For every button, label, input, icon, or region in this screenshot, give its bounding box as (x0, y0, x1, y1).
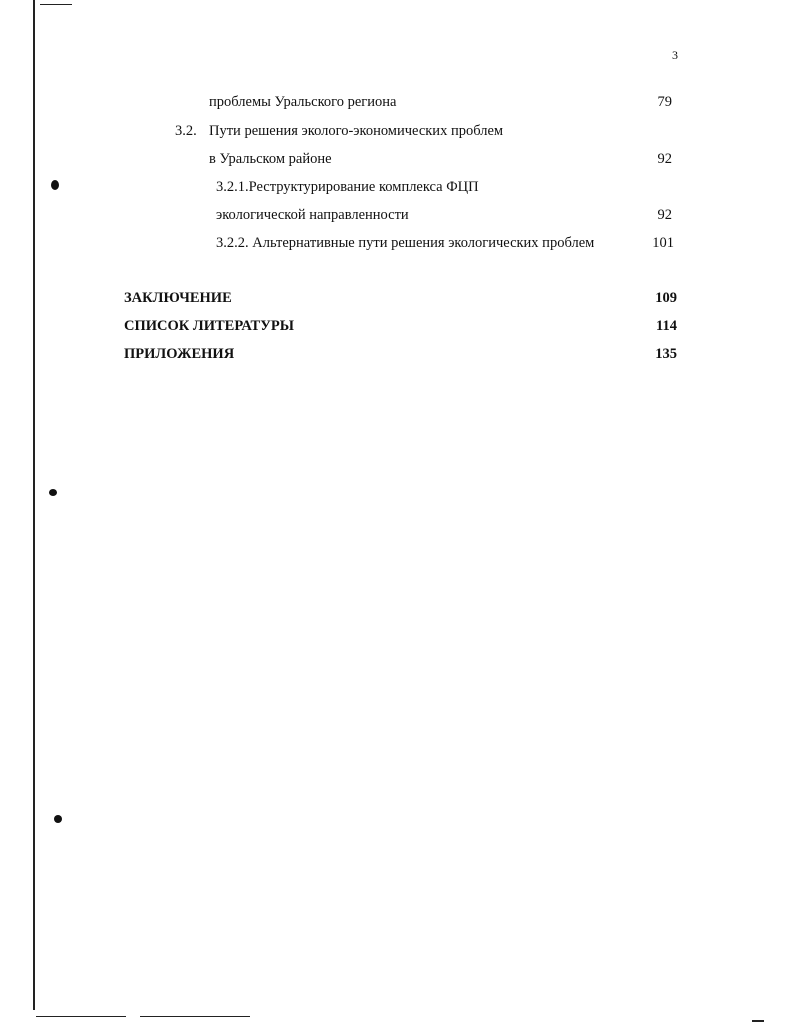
toc-entry-page: 92 (657, 207, 672, 223)
toc-entry-number: 3.2. (175, 123, 197, 139)
scan-left-edge (33, 0, 35, 1010)
scan-bottom-edge-2 (140, 1016, 250, 1017)
punch-hole-mark (51, 180, 59, 190)
section-page: 114 (656, 318, 677, 334)
punch-hole-mark (54, 815, 62, 823)
toc-entry-text: Пути решения эколого-экономических проблем (209, 123, 504, 139)
toc-entry-text: экологической направленности (216, 207, 409, 223)
toc-entry-text: проблемы Уральского региона (209, 94, 397, 110)
punch-hole-mark (49, 489, 57, 496)
toc-entry-text: 3.2.1.Реструктурирование комплекса ФЦП (216, 179, 479, 195)
section-title: ЗАКЛЮЧЕНИЕ (124, 290, 232, 306)
scan-bottom-edge (36, 1016, 126, 1017)
scan-bottom-right-mark (752, 1020, 764, 1022)
section-title: ПРИЛОЖЕНИЯ (124, 346, 235, 362)
section-page: 109 (655, 290, 677, 306)
scan-top-mark (40, 4, 72, 5)
toc-entry-page: 101 (652, 235, 674, 251)
toc-entry-page: 79 (657, 94, 672, 110)
toc-entry-page: 92 (657, 151, 672, 167)
toc-entry-text: в Уральском районе (209, 151, 332, 167)
toc-entry-text: 3.2.2. Альтернативные пути решения экологических проблем (216, 235, 595, 251)
section-title: СПИСОК ЛИТЕРАТУРЫ (124, 318, 294, 334)
page-number: 3 (672, 48, 678, 62)
section-page: 135 (655, 346, 677, 362)
